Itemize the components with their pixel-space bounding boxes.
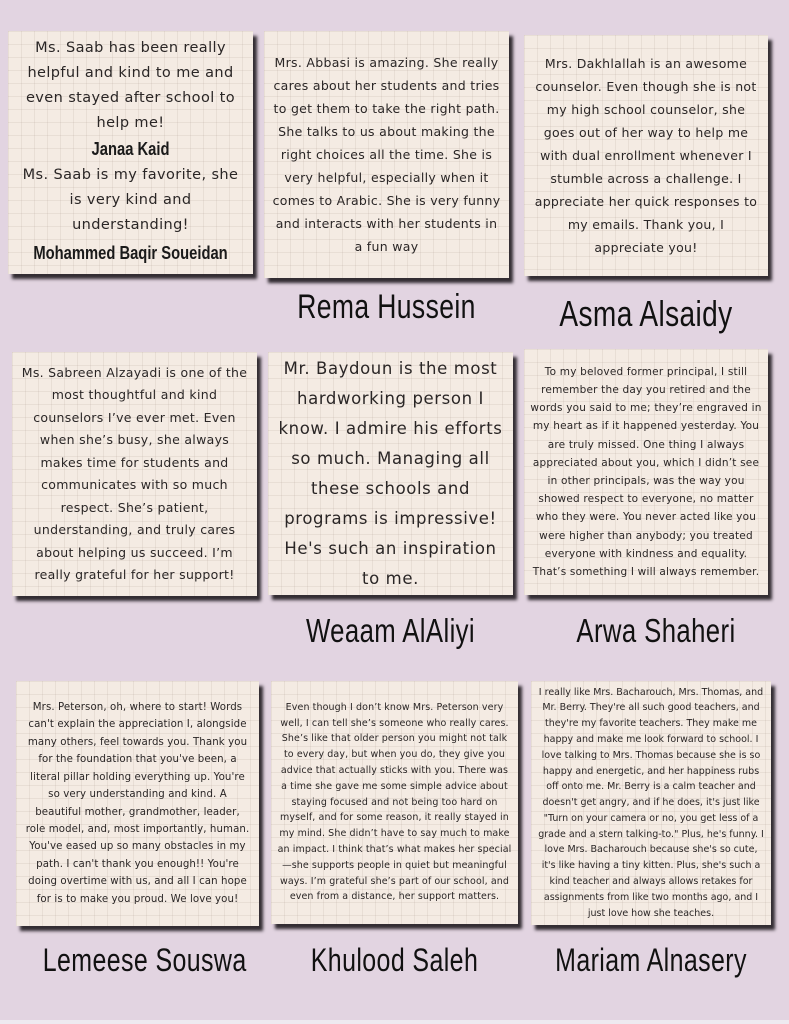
testimonial-text: Even though I don’t know Mrs. Peterson very well, I can tell she’s someone who really cares. She’s like that older person you might not talk to every day, but when you do, they give you advice that actually sticks with you. There was a time she gave me some simple advice about staying focused and not being too hard on myself, and for some reason, it really stayed in my mind. She didn’t have to say much to make an impact. I think that’s what makes her special—she supports people in quiet but meaningful ways. I’m grateful she’s part of our school, and even from a distance, her support matters. [277, 701, 512, 903]
testimonial-card-2 [264, 31, 509, 278]
testimonial-text: Ms. Sabreen Alzayadi is one of the most thoughtful and kind counselors I’ve ever met. Even when she’s busy, she always makes time for students and communicates with so much respect. She’s patient, understanding, and truly cares about helping us succeed. I’m really grateful for her support! [21, 364, 248, 582]
testimonial-card-4 [12, 352, 257, 596]
testimonial-text: Mrs. Peterson, oh, where to start! Words can't explain the appreciation I, alongside many others, feel towards you. Thank you for the foundation that you've been, a literal pillar holding everything up. You're so very understanding and kind. A beautiful mother, grandmother, leader, role model, and, most importantly, human. You've eased up so many obstacles in my path. I can't thank you enough!! You're doing overtime with us, and all I can hope for is to make you proud. We love you! [25, 702, 250, 905]
testimonial-card-9 [531, 681, 771, 925]
testimonial-text: Ms. Saab has been really helpful and kind to me and even stayed after school to help me! [25, 40, 236, 131]
author-name: Weaam AlAliyi [305, 612, 476, 649]
page-bottom-edge [0, 1020, 789, 1024]
author-name: Arwa Shaheri [576, 612, 736, 649]
author-name: Mariam Alnasery [555, 942, 747, 978]
author-name: Rema Hussein [297, 288, 476, 326]
testimonial-author [83, 136, 178, 163]
testimonial-card-8 [271, 681, 518, 924]
author-name: Mohammed Baqir Soueidan [33, 243, 228, 263]
testimonial-card-5 [268, 352, 513, 595]
testimonial-text: Ms. Saab is my favorite, she is very kind and understanding! [22, 167, 239, 233]
testimonial-card-7 [16, 681, 259, 926]
author-name: Janaa Kaid [91, 139, 170, 159]
testimonial-card-1 [8, 31, 253, 274]
testimonial-text: To my beloved former principal, I still remember the day you retired and the words you said to me; they’re engraved in my heart as if it happened yesterday. You are truly missed. One thing I always appreciated about you, which I didn’t see in other principals, was the way you showed respect to everyone, no matter who they were. You never acted like you were higher than anybody; you treated everyone with kindness and equality. That’s something I will always remember. [530, 365, 762, 579]
testimonial-card-3 [524, 35, 768, 276]
testimonial-text: Mr. Baydoun is the most hardworking person I know. I admire his efforts so much. Managing all these schools and programs is impressive! He's such an inspiration to me. [278, 358, 503, 588]
testimonial-author [12, 238, 249, 269]
testimonial-text: Mrs. Abbasi is amazing. She really cares about her students and tries to get them to take the right path. She talks to us about making the right choices all the time. She is very helpful, especially when it comes to Arabic. She is very funny and interacts with her students in a fun way [272, 55, 501, 254]
testimonial-text: I really like Mrs. Bacharouch, Mrs. Thomas, and Mr. Berry. They're all such good teachers, and they're my favorite teachers. They make me happy and make me look forward to school. I love talking to Mrs. Thomas because she is so happy and energetic, and her happiness rubs off onto me. Mr. Berry is a calm teacher and doesn't get angry, and if he does, it's just like "Turn on your camera or no, you get less of a grade and a stern talking-to." Plus, he's funny. I love Mrs. Bacharouch because she's so cute, it's like having a tiny kitten. Plus, she's such a kind teacher and always allows retakes for assignments from like two months ago, and I just love how she teaches. [538, 686, 764, 919]
author-name: Khulood Saleh [310, 942, 479, 978]
testimonial-card-6 [524, 349, 768, 595]
author-name: Lemeese Souswa [42, 942, 247, 978]
author-name: Asma Alsaidy [559, 293, 733, 334]
testimonial-text: Mrs. Dakhlallah is an awesome counselor. Even though she is not my high school counselor, she goes out of her way to help me with dual enrollment whenever I stumble across a challenge. I appreciate her quick responses to my emails. Thank you, I appreciate you! [534, 56, 758, 255]
